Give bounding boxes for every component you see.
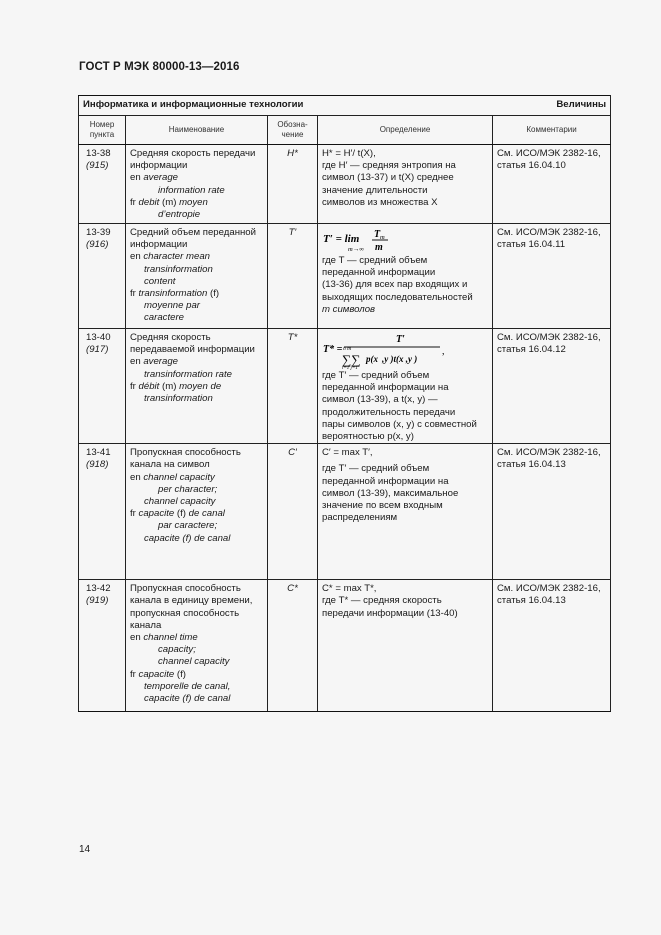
- svg-text:i=1 j=1: i=1 j=1: [342, 366, 358, 370]
- item-name-cell: Средняя скорость передаваемой информации en average transinformation rate fr débit (m) moyen de transinformation: [126, 329, 268, 444]
- sum-formula: [322, 332, 490, 370]
- svg-text:,y )t(x ,y ): ,y )t(x ,y ): [382, 354, 418, 364]
- table-row: [79, 224, 611, 329]
- item-name-cell: Пропускная способность канала в единицу времени, пропускная способность канала en channel time capacity; channel capacity fr capacite (f) temporelle de canal, capacite (f) de canal: [126, 580, 268, 712]
- item-symbol-cell: C*: [268, 580, 318, 712]
- column-header-row: [79, 116, 611, 145]
- item-comment-cell: См. ИСО/МЭК 2382-16, статья 16.04.10: [493, 145, 611, 224]
- item-number-cell: 13-38 (915): [79, 145, 126, 224]
- item-comment-cell: См. ИСО/МЭК 2382-16, статья 16.04.12: [493, 329, 611, 444]
- svg-text:T′: T′: [396, 334, 405, 345]
- col-header-def: Определение: [318, 116, 493, 145]
- item-comment-cell: См. ИСО/МЭК 2382-16, статья 16.04.13: [493, 580, 611, 712]
- item-definition-cell: T′ = lim m→∞ T m m где T — средний объем переданной информации (13-36) для всех пар входящих и выходящих последовательностей m символов: [318, 224, 493, 329]
- item-name-cell: Пропускная способность канала на символ en channel capacity per character; channel capacity fr capacite (f) de canal par caractere; capacite (f) de canal: [126, 444, 268, 580]
- page-number: 14: [79, 844, 91, 855]
- section-cell: [79, 96, 611, 116]
- svg-text:∑∑: ∑∑: [342, 352, 361, 367]
- col-header-name: Наименование: [126, 116, 268, 145]
- svg-text:,: ,: [442, 346, 445, 357]
- item-symbol-cell: C′: [268, 444, 318, 580]
- svg-text:T: T: [374, 229, 381, 240]
- svg-text:T′ = lim: T′ = lim: [323, 233, 360, 245]
- item-number-cell: 13-39 (916): [79, 224, 126, 329]
- section-subtitle: Величины: [556, 99, 607, 111]
- svg-text:T* =: T* =: [323, 344, 343, 355]
- item-symbol-cell: H*: [268, 145, 318, 224]
- svg-text:p(x: p(x: [366, 354, 378, 364]
- table-row: [79, 580, 611, 712]
- section-header-row: [79, 96, 611, 116]
- item-number-cell: 13-40 (917): [79, 329, 126, 444]
- item-definition-cell: C′ = max T′, где T′ — средний объем переданной информации на символ (13-39), максимальное значение по всем входным распределениям: [318, 444, 493, 580]
- item-symbol-cell: T′: [268, 224, 318, 329]
- quantities-table: [78, 95, 611, 712]
- item-comment-cell: См. ИСО/МЭК 2382-16, статья 16.04.13: [493, 444, 611, 580]
- section-title: Информатика и информационные технологии: [83, 99, 304, 111]
- svg-text:m: m: [380, 234, 385, 241]
- svg-text:n m: n m: [343, 346, 352, 352]
- table-row: [79, 444, 611, 580]
- table-row: [79, 329, 611, 444]
- col-header-com: Комментарии: [493, 116, 611, 145]
- item-definition-cell: H* = H′/ t(X), где H′ — средняя энтропия на символ (13-37) и t(X) среднее значение длительности символов из множества X: [318, 145, 493, 224]
- item-number-cell: 13-41 (918): [79, 444, 126, 580]
- table-row: [79, 145, 611, 224]
- svg-text:m: m: [375, 242, 383, 253]
- item-name-cell: Средняя скорость передачи информации en average information rate fr debit (m) moyen d’entropie: [126, 145, 268, 224]
- col-header-sym: Обозна- чение: [268, 116, 318, 145]
- item-number-cell: 13-42 (919): [79, 580, 126, 712]
- item-symbol-cell: T*: [268, 329, 318, 444]
- limit-formula: [322, 227, 490, 255]
- item-name-cell: Средний объем переданной информации en character mean transinformation content fr transinformation (f) moyenne par caractere: [126, 224, 268, 329]
- item-definition-cell: C* = max T*, где T* — средняя скорость передачи информации (13-40): [318, 580, 493, 712]
- svg-text:m→∞: m→∞: [348, 246, 364, 253]
- item-comment-cell: См. ИСО/МЭК 2382-16, статья 16.04.11: [493, 224, 611, 329]
- page-header: ГОСТ Р МЭК 80000-13—2016: [79, 61, 240, 73]
- item-definition-cell: T* = T′ n m ∑∑ i=1 j=1 p(x ,y )t(x ,y ) , где T′ — средний объем переданной информации на символ (13-39), а t(x, y) — продолжительность передачи пары символов (x, y) с совместной вероятностью p(x, y): [318, 329, 493, 444]
- col-header-num: Номер пункта: [79, 116, 126, 145]
